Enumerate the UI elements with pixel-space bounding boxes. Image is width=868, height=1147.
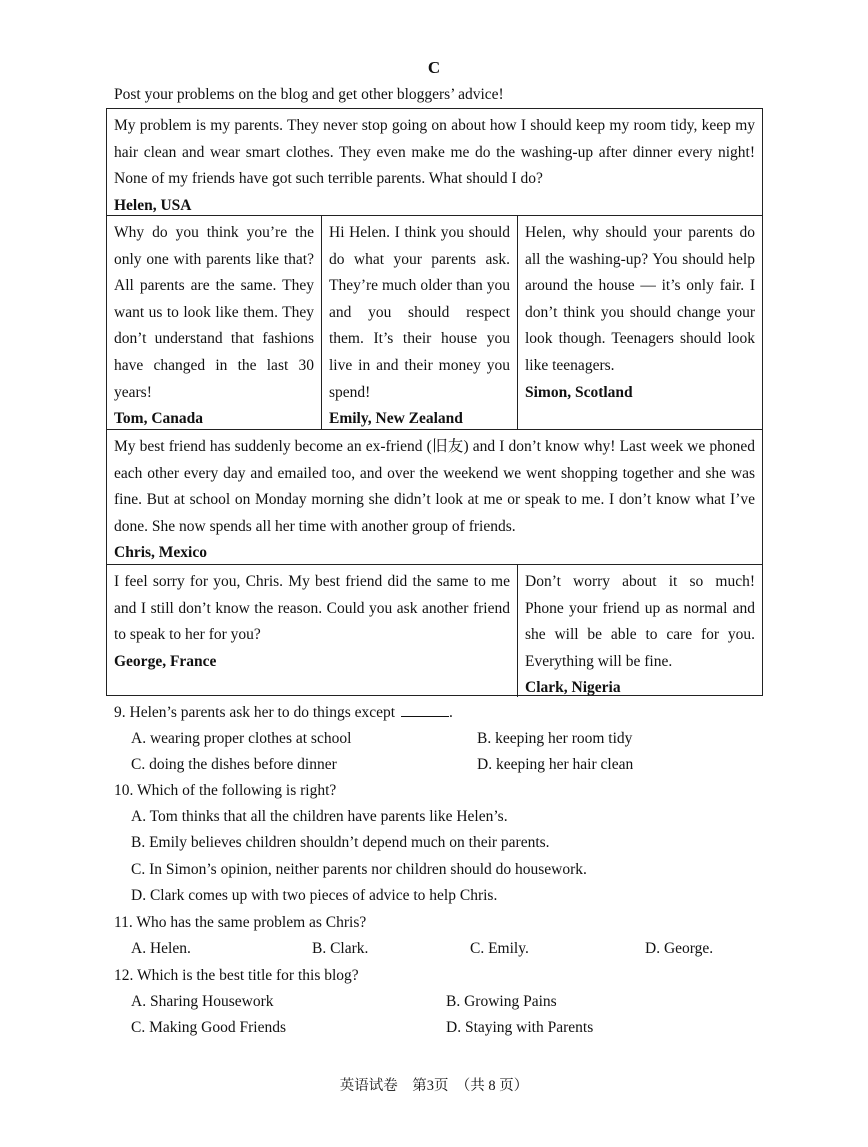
reply-tom <box>107 216 322 429</box>
option-d[interactable]: D. Clark comes up with two pieces of advice to help Chris. <box>131 887 498 904</box>
question-9: 9. Helen’s parents ask her to do things except . <box>114 704 453 721</box>
reply-text: Hi Helen. I think you should do what your parents ask. They’re much older than you and you should respect them. It’s their house you live in and their money you spend! <box>329 224 510 401</box>
option-a[interactable]: A. Helen. <box>131 940 191 957</box>
blog-table <box>106 108 763 696</box>
post-helen <box>107 109 762 216</box>
option-c[interactable]: C. Emily. <box>470 940 529 957</box>
post-text: My problem is my parents. They never stop going on about how I should keep my room tidy, keep my hair clean and wear smart clothes. They even make me do the washing-up after dinner every night! None of my friends have got such terrible parents. What should I do? <box>114 117 755 188</box>
reply-author: Emily, New Zealand <box>329 410 463 428</box>
option-d[interactable]: D. George. <box>645 940 714 957</box>
question-12: 12. Which is the best title for this blog? <box>114 967 359 984</box>
option-c[interactable]: C. doing the dishes before dinner <box>131 756 337 773</box>
post-author: Helen, USA <box>114 196 192 214</box>
option-c[interactable]: C. Making Good Friends <box>131 1019 286 1036</box>
reply-author: Clark, Nigeria <box>525 679 621 697</box>
question-10: 10. Which of the following is right? <box>114 782 337 799</box>
reply-author: Simon, Scotland <box>525 383 633 401</box>
option-b[interactable]: B. keeping her room tidy <box>477 730 633 747</box>
post-author: Chris, Mexico <box>114 544 207 562</box>
page-footer: 英语试卷 第3页 （共 8 页） <box>339 1078 529 1094</box>
question-11: 11. Who has the same problem as Chris? <box>114 914 367 931</box>
option-b[interactable]: B. Emily believes children shouldn’t depend much on their parents. <box>131 834 550 851</box>
option-a[interactable]: A. wearing proper clothes at school <box>131 730 352 747</box>
option-c[interactable]: C. In Simon’s opinion, neither parents nor children should do housework. <box>131 861 587 878</box>
reply-author: Tom, Canada <box>114 410 204 428</box>
question-stem: 9. Helen’s parents ask her to do things except <box>114 704 396 721</box>
post-chris <box>107 430 762 565</box>
option-b[interactable]: B. Growing Pains <box>446 993 557 1010</box>
reply-simon <box>518 216 762 429</box>
answer-blank <box>401 702 449 717</box>
reply-author: George, France <box>114 652 217 670</box>
replies-to-helen <box>107 216 762 430</box>
reply-text: Why do you think you’re the only one with parents like that? All parents are the same. They want us to look like them. They don’t understand that fashions have changed in the last 30 years! <box>114 224 314 401</box>
reply-emily <box>322 216 518 429</box>
section-letter: C <box>427 58 441 77</box>
option-a[interactable]: A. Tom thinks that all the children have parents like Helen’s. <box>131 808 508 825</box>
option-d[interactable]: D. Staying with Parents <box>446 1019 594 1036</box>
option-a[interactable]: A. Sharing Housework <box>131 993 274 1010</box>
blog-intro: Post your problems on the blog and get other bloggers’ advice! <box>114 86 504 103</box>
reply-clark <box>518 565 762 697</box>
reply-george <box>107 565 518 697</box>
option-b[interactable]: B. Clark. <box>312 940 369 957</box>
post-text: My best friend has suddenly become an ex-friend (旧友) and I don’t know why! Last week we phoned each other every day and emailed too, and over the weekend we went shopping together and she was fine. But at school on Monday morning she didn’t look at me or speak to me. I don’t know what I’ve done. She now spends all her time with another group of friends. <box>114 438 755 535</box>
replies-to-chris <box>107 565 762 697</box>
reply-text: I feel sorry for you, Chris. My best friend did the same to me and I still don’t know the reason. Could you ask another friend to speak to her for you? <box>114 573 510 644</box>
option-d[interactable]: D. keeping her hair clean <box>477 756 634 773</box>
reply-text: Don’t worry about it so much! Phone your friend up as normal and she will be able to care for you. Everything will be fine. <box>525 573 755 670</box>
reply-text: Helen, why should your parents do all the washing-up? You should help around the house — it’s only fair. I don’t think you should change your look though. Teenagers should look like teenagers. <box>525 224 755 374</box>
